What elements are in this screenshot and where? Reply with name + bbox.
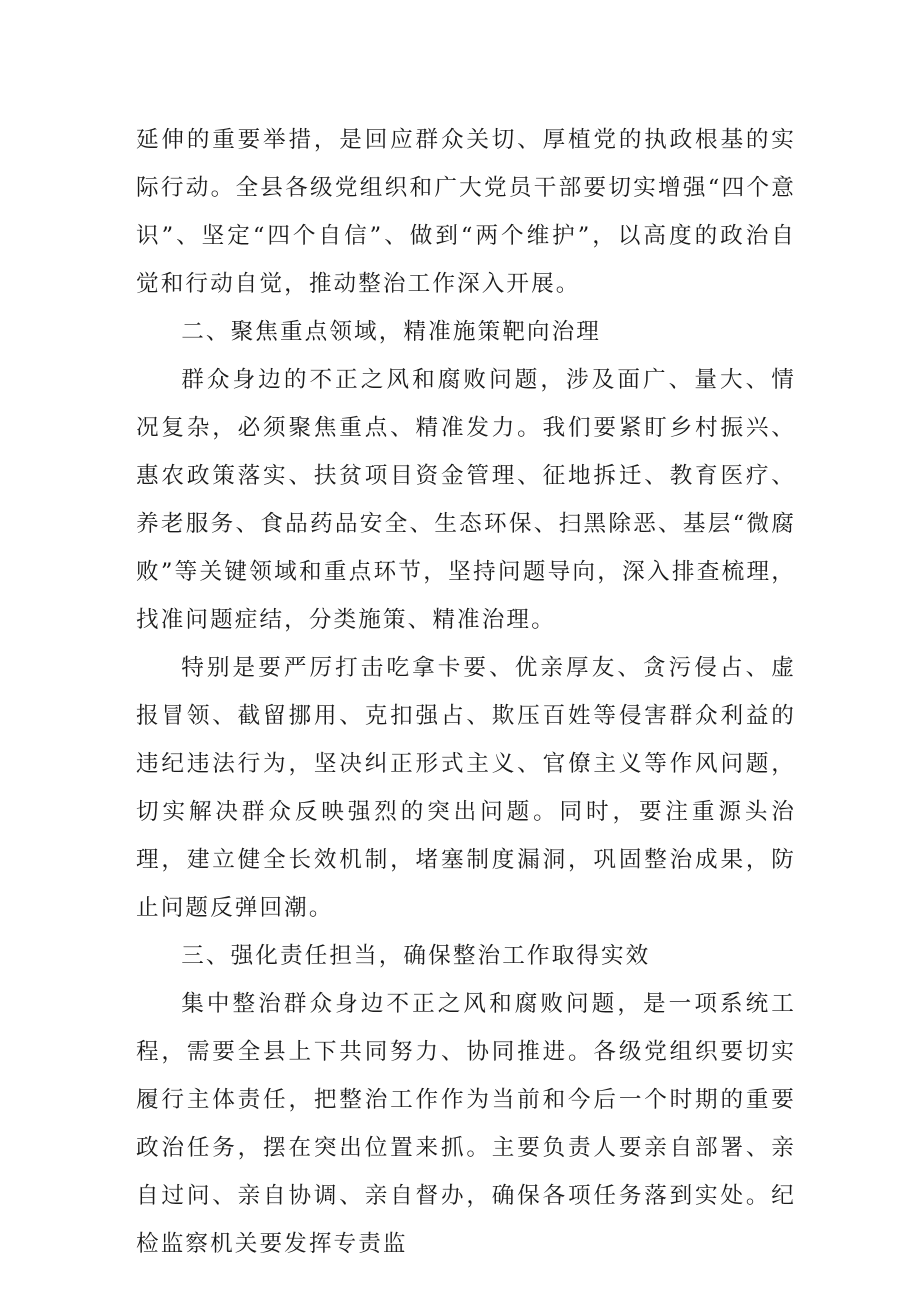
document-body (136, 116, 796, 1268)
paragraph-responsibility: 集中整治群众身边不正之风和腐败问题，是一项系统工程，需要全县上下共同努力、协同推进。各级党组织要切实履行主体责任，把整治工作作为当前和今后一个时期的重要政治任务，摆在突出位置来抓。主要负责人要亲自部署、亲自过问、亲自协调、亲自督办，确保各项任务落到实处。纪检监察机关要发挥专责监 (136, 991, 796, 1257)
section-heading-2: 二、聚焦重点领域，精准施策靶向治理 (181, 319, 601, 345)
section-heading-3: 三、强化责任担当，确保整治工作取得实效 (181, 943, 651, 969)
paragraph-key-areas: 群众身边的不正之风和腐败问题，涉及面广、量大、情况复杂，必须聚焦重点、精准发力。我们要紧盯乡村振兴、惠农政策落实、扶贫项目资金管理、征地拆迁、教育医疗、养老服务、食品药品安全、生态环保、扫黑除恶、基层“微腐败”等关键领域和重点环节，坚持问题导向，深入排查梳理，找准问题症结，分类施策、精准治理。 (136, 367, 796, 633)
paragraph-crackdown: 特别是要严厉打击吃拿卡要、优亲厚友、贪污侵占、虚报冒领、截留挪用、克扣强占、欺压百姓等侵害群众利益的违纪违法行为，坚决纠正形式主义、官僚主义等作风问题，切实解决群众反映强烈的突出问题。同时，要注重源头治理，建立健全长效机制，堵塞制度漏洞，巩固整治成果，防止问题反弹回潮。 (136, 655, 796, 921)
paragraph-continuation: 延伸的重要举措，是回应群众关切、厚植党的执政根基的实际行动。全县各级党组织和广大党员干部要切实增强“四个意识”、坚定“四个自信”、做到“两个维护”，以高度的政治自觉和行动自觉，推动整治工作深入开展。 (136, 127, 796, 297)
